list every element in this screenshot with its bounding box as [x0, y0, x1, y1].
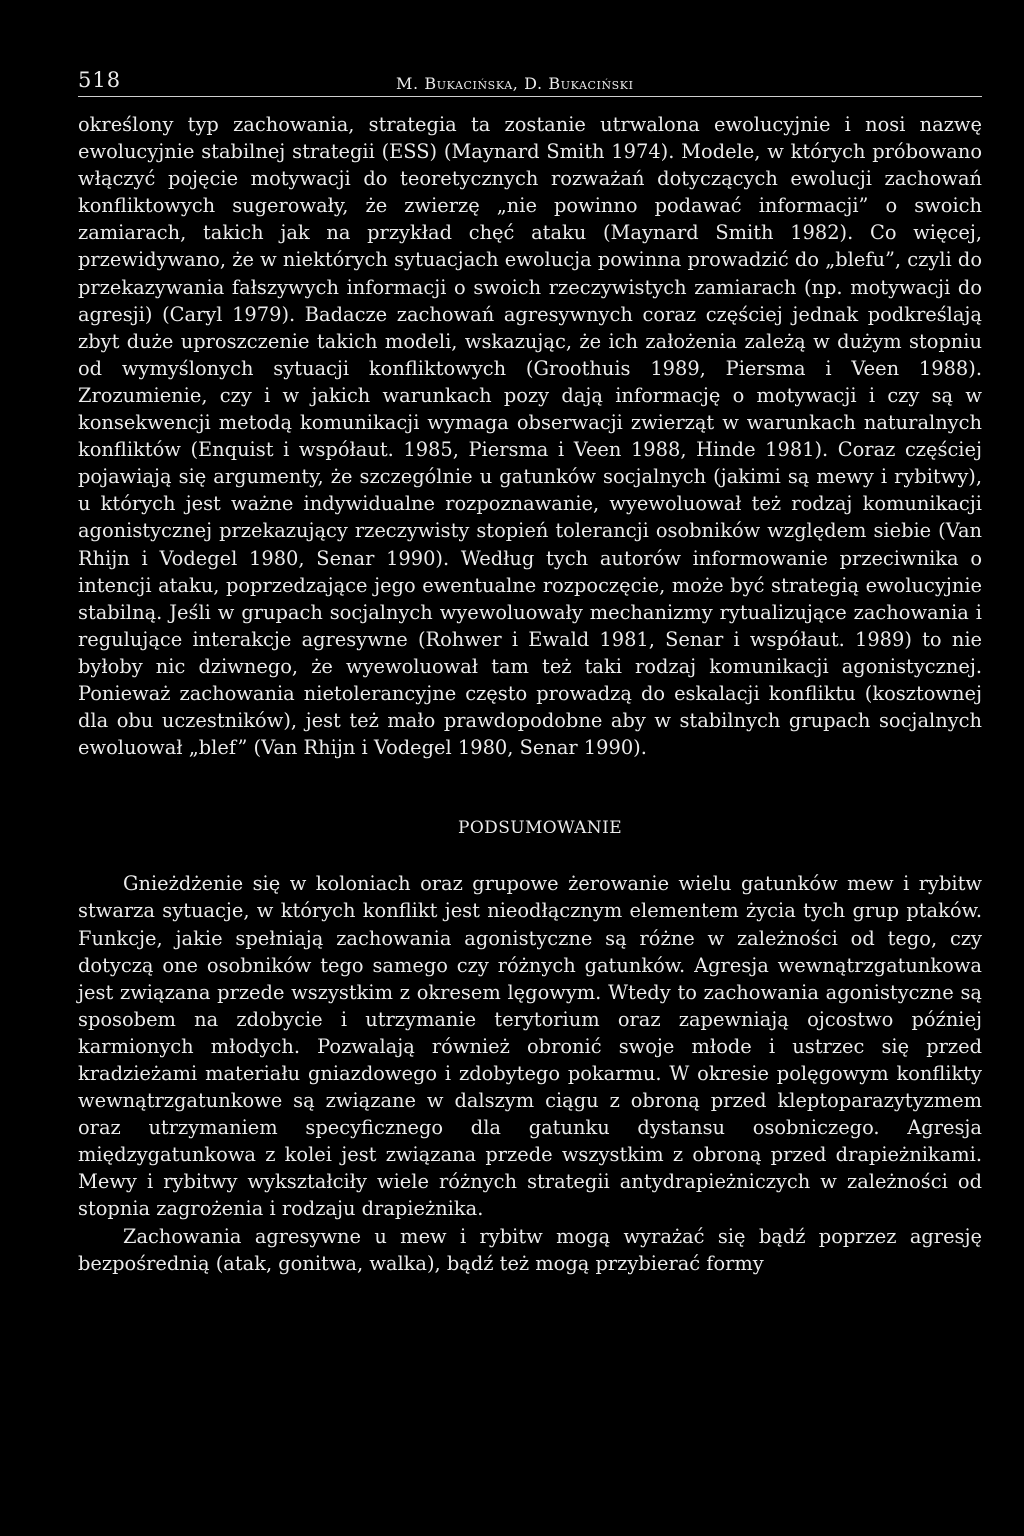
summary-paragraph-1: Gnieżdżenie się w koloniach oraz grupowe żerowanie wielu gatunków mew i rybitw stwarza sytuacje, w których konflikt jest nieodłącznym elementem życia tych grup ptaków. Funkcje, jakie spełniają zachowania agonistyczne są różne w zależności od tego, czy dotyczą one osobników tego samego czy różnych gatunków. Agresja wewnątrzgatunkowa jest związana przede wszystkim z okresem lęgowym. Wtedy to zachowania agonistyczne są sposobem na zdobycie i utrzymanie terytorium oraz zapewniają ojcostwo później karmionych młodych. Pozwalają również obronić swoje młode i ustrzec się przed kradzieżami materiału gniazdowego i zdobytego pokarmu. W okresie polęgowym konflikty wewnątrzgatunkowe są związane w dalszym ciągu z obroną przed kleptoparazytyzmem oraz utrzymaniem specyficznego dla gatunku dystansu osobniczego. Agresja międzygatunkowa z kolei jest związana przede wszystkim z obroną przed drapieżnikami. Mewy i rybitwy wykształciły wiele różnych strategii antydrapieżniczych w zależności od stopnia zagrożenia i rodzaju drapieżnika. — [78, 872, 982, 1221]
page-header — [78, 60, 982, 97]
paragraph-ess-continuation: określony typ zachowania, strategia ta zostanie utrwalona ewolucyjnie i nosi nazwę ewolucyjnie stabilnej strategii (ESS) (Maynard Smith 1974). Modele, w których próbowano włączyć pojęcie motywacji do teoretycznych rozważań dotyczących ewolucji zachowań konfliktowych sugerowały, że zwierzę „nie powinno podawać informacji” o swoich zamiarach, takich jak na przykład chęć ataku (Maynard Smith 1982). Co więcej, przewidywano, że w niektórych sytuacjach ewolucja powinna prowadzić do „blefu”, czyli do przekazywania fałszywych informacji o swoich rzeczywistych zamiarach (np. motywacji do agresji) (Caryl 1979). Badacze zachowań agresywnych coraz częściej jednak podkreślają zbyt duże uproszczenie takich modeli, wskazując, że ich założenia zależą w dużym stopniu od wymyślonych sytuacji konfliktowych (Groothuis 1989, Piersma i Veen 1988). Zrozumienie, czy i w jakich warunkach pozy dają informację o motywacji i czy są w konsekwencji metodą komunikacji wymaga obserwacji zwierząt w warunkach naturalnych konfliktów (Enquist i współaut. 1985, Piersma i Veen 1988, Hinde 1981). Coraz częściej pojawiają się argumenty, że szczególnie u gatunków socjalnych (jakimi są mewy i rybitwy), u których jest ważne indywidualne rozpoznawanie, wyewoluował też rodzaj komunikacji agonistycznej przekazujący rzeczywisty stopień tolerancji osobników względem siebie (Van Rhijn i Vodegel 1980, Senar 1990). Według tych autorów informowanie przeciwnika o intencji ataku, poprzedzające jego ewentualne rozpoczęcie, może być strategią ewolucyjnie stabilną. Jeśli w grupach socjalnych wyewoluowały mechanizmy rytualizujące zachowania i regulujące interakcje agresywne (Rohwer i Ewald 1981, Senar i współaut. 1989) to nie byłoby nic dziwnego, że wyewoluował tam też taki rodzaj komunikacji agonistycznej. Ponieważ zachowania nietolerancyjne często prowadzą do eskalacji konfliktu (kosztownej dla obu uczestników), jest też mało prawdopodobne aby w stabilnych grupach socjalnych ewoluował „blef” (Van Rhijn i Vodegel 1980, Senar 1990). — [78, 113, 982, 760]
section-heading-summary: PODSUMOWANIE — [457, 818, 623, 839]
summary-paragraph-2: Zachowania agresywne u mew i rybitw mogą wyrażać się bądź poprzez agresję bezpośrednią (atak, gonitwa, walka), bądź też mogą przybierać formy — [78, 1224, 982, 1275]
page-content — [78, 60, 982, 1277]
running-head-authors: M. Bukacińska, D. Bukaciński — [396, 74, 634, 93]
page-number: 518 — [78, 68, 122, 92]
body-text — [78, 111, 982, 1277]
